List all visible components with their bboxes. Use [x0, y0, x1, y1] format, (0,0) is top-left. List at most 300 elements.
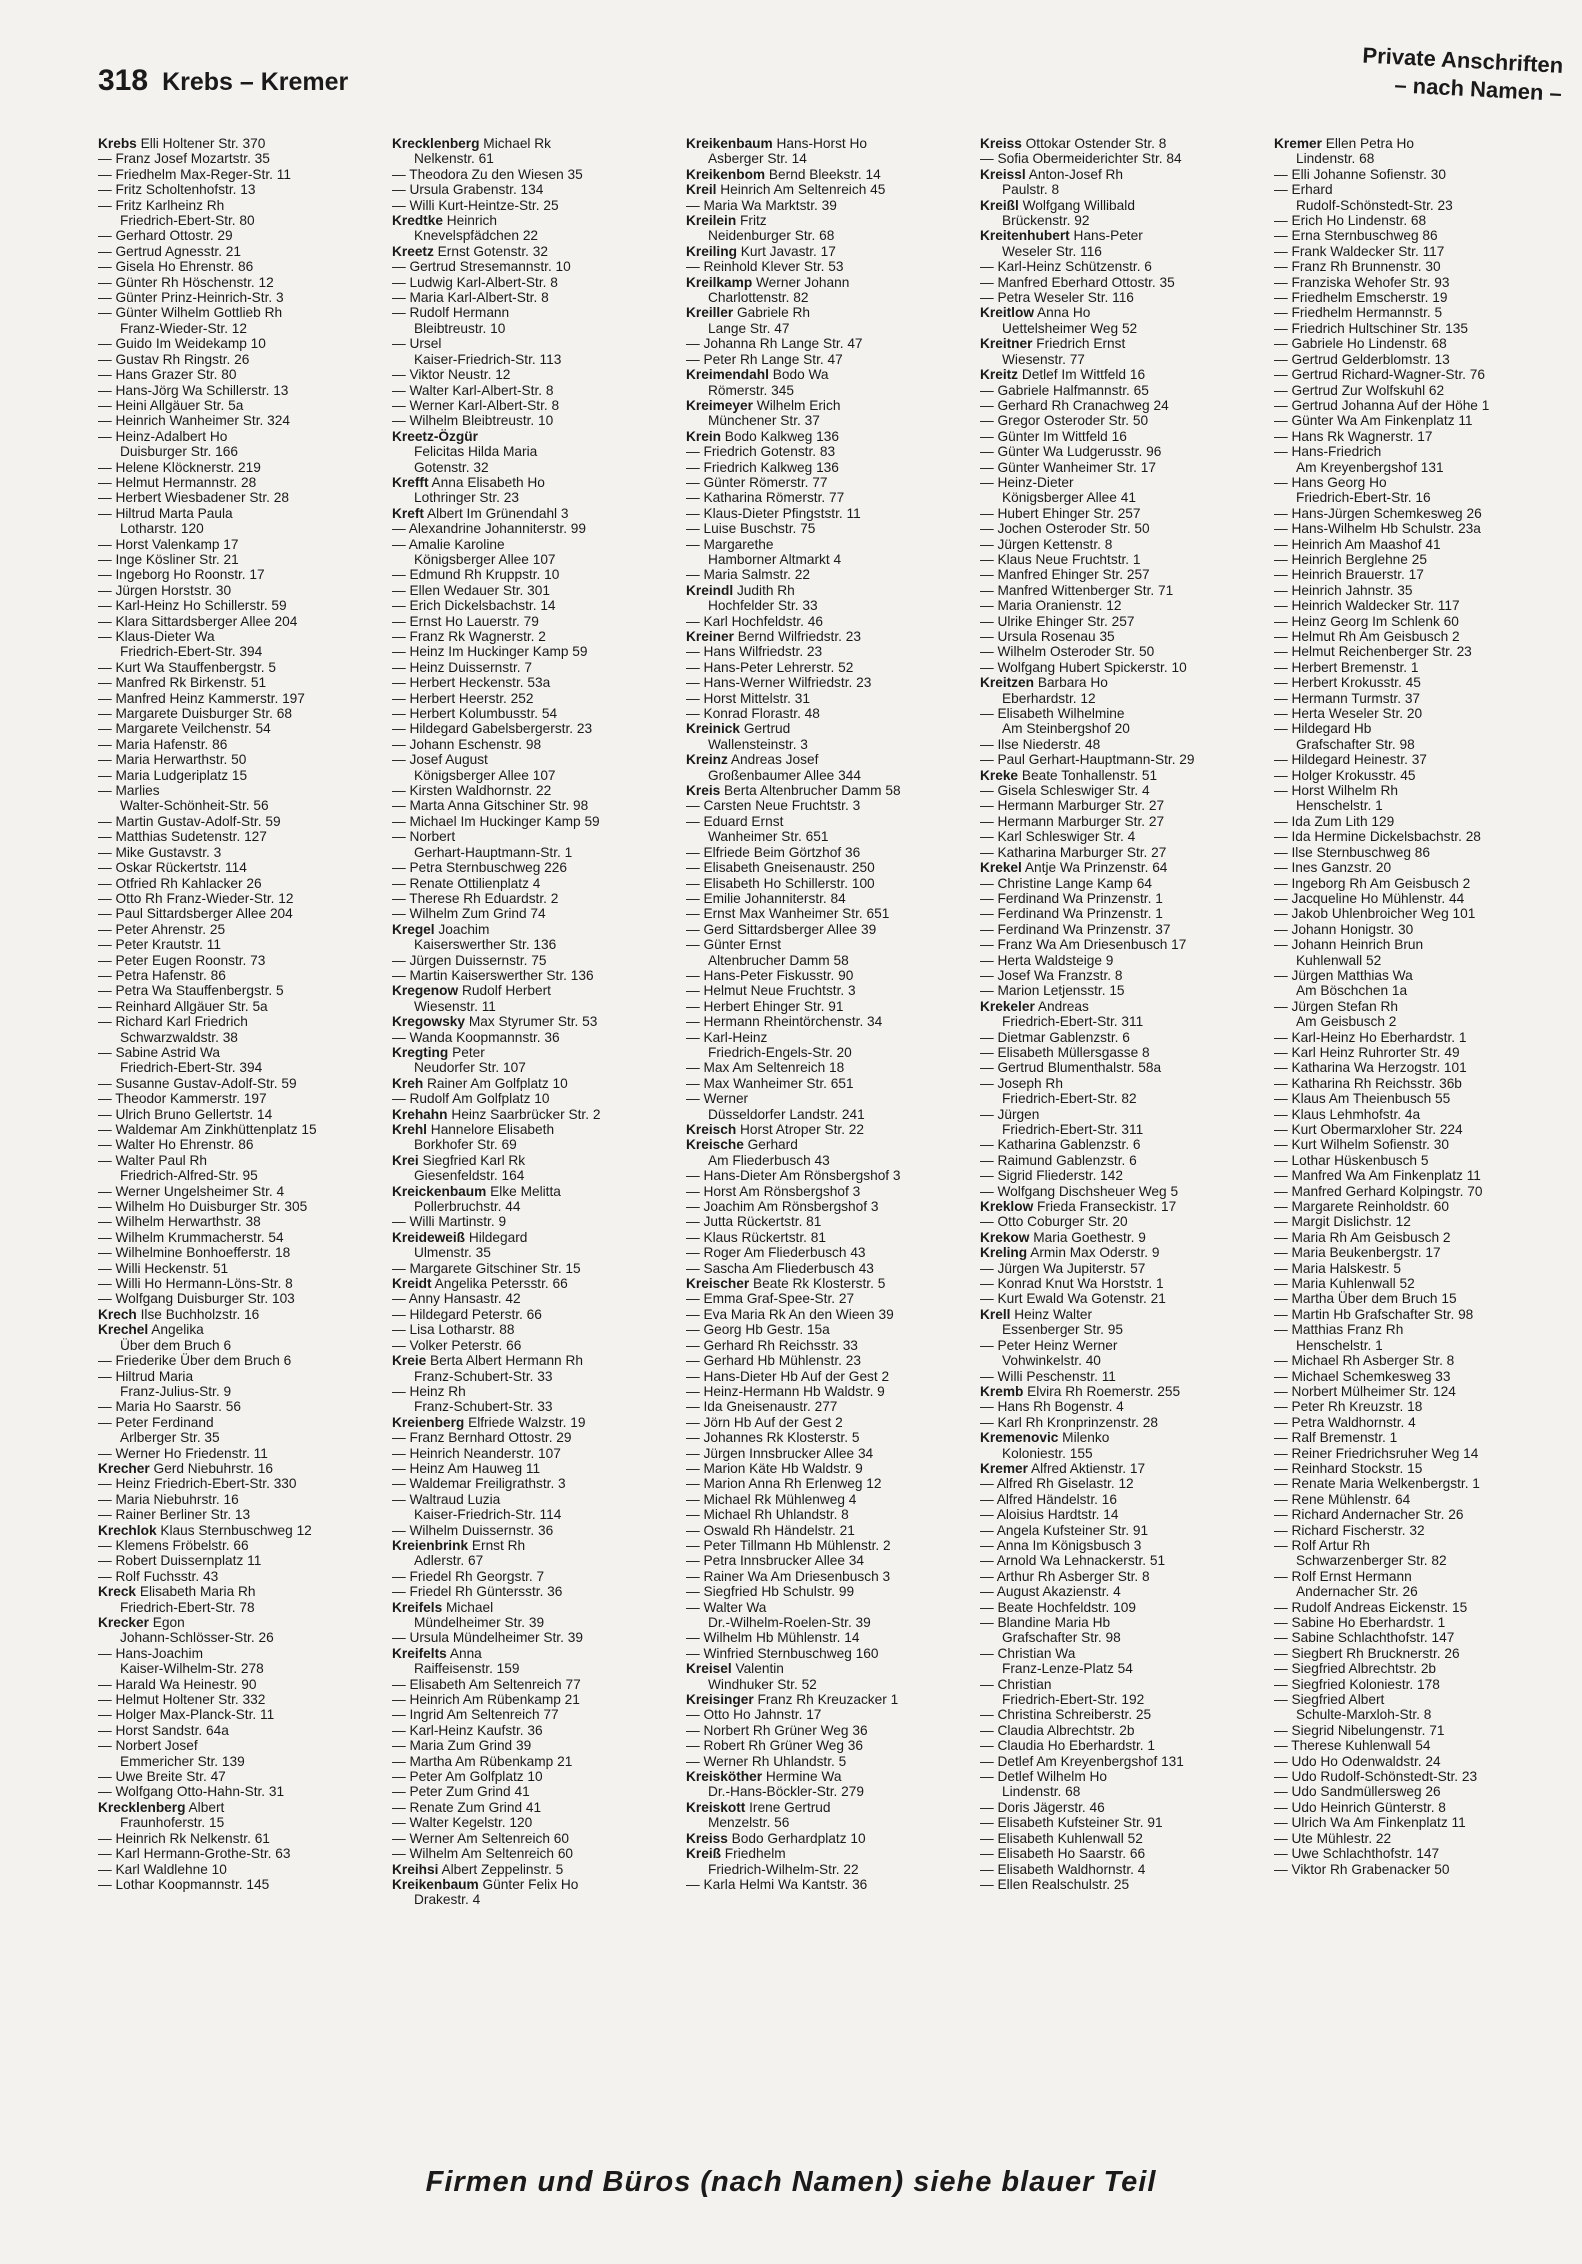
directory-entry: — Viktor Rh Grabenacker 50 — [1274, 1861, 1450, 1877]
directory-entry: Kregowsky Max Styrumer Str. 53 — [392, 1014, 598, 1030]
directory-entry: — Margit Dislichstr. 12 — [1274, 1214, 1411, 1230]
directory-entry: — Klaus Lehmhofstr. 4a — [1274, 1106, 1421, 1122]
directory-entry: — Maria Halskestr. 5 — [1274, 1260, 1402, 1276]
directory-entry: — Siegfried Koloniestr. 178 — [1274, 1676, 1440, 1692]
directory-entry: Lindenstr. 68 — [1002, 1784, 1081, 1800]
directory-entry: — Erna Sternbuschweg 86 — [1274, 228, 1438, 244]
directory-entry: — Rainer Berliner Str. 13 — [98, 1507, 251, 1523]
directory-entry: Kreinick Gertrud — [686, 721, 791, 737]
directory-entry: Friedrich-Ebert-Str. 394 — [120, 1060, 263, 1076]
directory-entry: — Katharina Rh Reichsstr. 36b — [1274, 1075, 1462, 1091]
directory-entry: Kreische Gerhard — [686, 1137, 798, 1153]
directory-entry: — Maria Ludgeriplatz 15 — [98, 767, 248, 783]
directory-entry: Kreimeyer Wilhelm Erich — [686, 397, 841, 413]
directory-entry: — Manfred Ehinger Str. 257 — [980, 567, 1150, 583]
directory-entry: Krell Heinz Walter — [980, 1306, 1093, 1322]
directory-entry: Kreienbrink Ernst Rh — [392, 1537, 526, 1553]
directory-entry: — Jakob Uhlenbroicher Weg 101 — [1274, 906, 1476, 922]
directory-entry: Windhuker Str. 52 — [708, 1676, 817, 1692]
directory-entry: — Karl Hermann-Grothe-Str. 63 — [98, 1846, 291, 1862]
directory-entry: — Petra Weseler Str. 116 — [980, 290, 1134, 306]
directory-entry: — Kurt Ewald Wa Gotenstr. 21 — [980, 1291, 1166, 1307]
directory-entry: Kredtke Heinrich — [392, 213, 497, 229]
directory-entry: Krein Bodo Kalkweg 136 — [686, 428, 839, 444]
directory-entry: — Horst Mittelstr. 31 — [686, 690, 810, 706]
directory-entry: — Friedrich Gotenstr. 83 — [686, 444, 836, 460]
directory-entry: — Jörn Hb Auf der Gest 2 — [686, 1414, 843, 1430]
directory-entry: — Petra Innsbrucker Allee 34 — [686, 1553, 865, 1569]
directory-entry: Brückenstr. 92 — [1002, 213, 1090, 229]
directory-entry: — Heinrich Brauerstr. 17 — [1274, 567, 1424, 583]
directory-entry: — Karl-Heinz Kaufstr. 36 — [392, 1722, 543, 1738]
directory-entry: — Peter Am Golfplatz 10 — [392, 1769, 543, 1785]
directory-entry: — Robert Duissernplatz 11 — [98, 1553, 262, 1569]
directory-entry: Kreiss Bodo Gerhardplatz 10 — [686, 1830, 866, 1846]
page-number: 318 — [98, 64, 149, 97]
directory-entry: — Helmut Holtener Str. 332 — [98, 1692, 266, 1708]
directory-entry: — Herbert Wiesbadener Str. 28 — [98, 490, 289, 506]
directory-entry: — Gertrud Johanna Auf der Höhe 1 — [1274, 397, 1490, 413]
directory-entry: — Wilhelm Duissernstr. 36 — [392, 1522, 554, 1538]
directory-entry: — Gerhard Ottostr. 29 — [98, 228, 233, 244]
directory-entry: — Karl-Heinz Ho Eberhardstr. 1 — [1274, 1029, 1467, 1045]
directory-entry: — Jürgen Duissernstr. 75 — [392, 952, 547, 968]
directory-entry: — Hans Georg Ho — [1274, 474, 1387, 490]
directory-entry: — Ingeborg Ho Roonstr. 17 — [98, 567, 265, 583]
footer-note: Firmen und Büros (nach Namen) siehe blauer Teil — [425, 2166, 1157, 2198]
directory-entry: — Peter Rh Lange Str. 47 — [686, 351, 843, 367]
directory-entry: Kreifelts Anna — [392, 1645, 482, 1661]
directory-entry: — Wilhelm Herwarthstr. 38 — [98, 1214, 261, 1230]
directory-entry: — Hildegard Peterstr. 66 — [392, 1306, 542, 1322]
directory-entry: — Klaus-Dieter Pfingststr. 11 — [686, 505, 861, 521]
directory-entry: — Rudolf Hermann — [392, 305, 510, 321]
directory-entry: — Petra Hafenstr. 86 — [98, 967, 226, 983]
directory-entry: — Wolfgang Dischsheuer Weg 5 — [980, 1183, 1179, 1199]
directory-entry: Dr.-Wilhelm-Roelen-Str. 39 — [708, 1615, 871, 1630]
directory-entry: — Heinrich Berglehne 25 — [1274, 551, 1427, 567]
directory-entry: Lotharstr. 120 — [120, 521, 204, 537]
directory-entry: — Karl Hochfeldstr. 46 — [686, 613, 823, 629]
directory-entry: — Emilie Johanniterstr. 84 — [686, 890, 846, 906]
directory-entry: Krebs Elli Holtener Str. 370 — [98, 136, 266, 151]
directory-entry: — Karl-Heinz — [686, 1029, 768, 1045]
directory-entry: — Walter Karl-Albert-Str. 8 — [392, 382, 554, 398]
directory-entry: Friedrich-Ebert-Str. 80 — [120, 213, 255, 229]
directory-entry: — Friedhelm Max-Reger-Str. 11 — [98, 166, 291, 182]
directory-entry: — Ingeborg Rh Am Geisbusch 2 — [1274, 875, 1471, 891]
directory-entry: — Rainer Wa Am Driesenbusch 3 — [686, 1568, 891, 1584]
directory-entry: — Richard Andernacher Str. 26 — [1274, 1507, 1464, 1523]
directory-entry: Koloniestr. 155 — [1002, 1445, 1093, 1461]
directory-entry: Friedrich-Ebert-Str. 311 — [1002, 1014, 1144, 1030]
directory-entry: — Fritz Karlheinz Rh — [98, 197, 225, 213]
directory-entry: Charlottenstr. 82 — [708, 290, 809, 306]
directory-entry: — Walter Kegelstr. 120 — [392, 1815, 533, 1831]
directory-entry: — Hermann Marburger Str. 27 — [980, 813, 1165, 829]
directory-entry: Kreie Berta Albert Hermann Rh — [392, 1353, 583, 1369]
directory-entry: — Ilse Sternbuschweg 86 — [1274, 844, 1430, 860]
directory-entry: — Gabriele Ho Lindenstr. 68 — [1274, 336, 1447, 352]
directory-entry: Friedrich-Wilhelm-Str. 22 — [708, 1861, 859, 1877]
directory-entry: — Heini Allgäuer Str. 5a — [98, 397, 244, 413]
directory-entry: — Ursel — [392, 336, 442, 352]
directory-entry: Krech Ilse Buchholzstr. 16 — [98, 1306, 260, 1322]
directory-entry: — Elisabeth Müllersgasse 8 — [980, 1044, 1150, 1060]
directory-entry: — Ursula Rosenau 35 — [980, 629, 1115, 644]
directory-entry: Kreimendahl Bodo Wa — [686, 367, 829, 383]
directory-entry: — Ellen Wedauer Str. 301 — [392, 582, 551, 598]
directory-entry: — Konrad Knut Wa Horststr. 1 — [980, 1276, 1164, 1292]
directory-entry: — Waltraud Luzia — [392, 1491, 501, 1507]
directory-entry: Franz-Julius-Str. 9 — [120, 1383, 232, 1399]
directory-entry: Friedrich-Ebert-Str. 192 — [1002, 1692, 1145, 1708]
directory-entry: — Doris Jägerstr. 46 — [980, 1799, 1105, 1815]
directory-entry: — Alfred Rh Giselastr. 12 — [980, 1476, 1134, 1492]
directory-entry: Krefft Anna Elisabeth Ho — [392, 474, 545, 490]
directory-entry: Neidenburger Str. 68 — [708, 228, 835, 244]
directory-entry: — Friedhelm Emscherstr. 19 — [1274, 290, 1448, 306]
directory-entry: — Elisabeth Am Seltenreich 77 — [392, 1676, 581, 1692]
directory-entry: — Wolfgang Otto-Hahn-Str. 31 — [98, 1784, 285, 1800]
directory-entry: Kreisköther Hermine Wa — [686, 1769, 842, 1785]
directory-entry: — Reinhard Stockstr. 15 — [1274, 1460, 1423, 1476]
directory-entry: Wanheimer Str. 651 — [708, 829, 829, 845]
directory-entry: Bleibtreustr. 10 — [414, 320, 506, 336]
directory-entry: — Katharina Gablenzstr. 6 — [980, 1137, 1141, 1153]
directory-entry: — Holger Krokusstr. 45 — [1274, 767, 1416, 783]
directory-entry: — Günter Im Wittfeld 16 — [980, 428, 1127, 444]
directory-entry: — Hans-Friedrich — [1274, 444, 1382, 460]
directory-entry: — Gerd Sittardsberger Allee 39 — [686, 921, 877, 937]
directory-entry: — Heinz Georg Im Schlenk 60 — [1274, 613, 1459, 629]
directory-entry: — Wilhelm Ho Duisburger Str. 305 — [98, 1199, 308, 1215]
directory-entry: — Arnold Wa Lehnackerstr. 51 — [980, 1553, 1166, 1569]
directory-entry: — Udo Sandmüllersweg 26 — [1274, 1784, 1441, 1800]
directory-entry: Kreihsi Albert Zeppelinstr. 5 — [392, 1861, 564, 1877]
directory-entry: — Lisa Lotharstr. 88 — [392, 1322, 515, 1338]
directory-entry: — Wanda Koopmannstr. 36 — [392, 1029, 560, 1045]
directory-entry: — Siegfried Hb Schulstr. 99 — [686, 1584, 855, 1600]
directory-entry: — Manfred Rk Birkenstr. 51 — [98, 675, 267, 691]
directory-entry: Kremer Alfred Aktienstr. 17 — [980, 1460, 1146, 1476]
directory-entry: — Willi Ho Hermann-Löns-Str. 8 — [98, 1276, 293, 1292]
directory-entry: — Maria Herwarthstr. 50 — [98, 752, 247, 768]
directory-entry: — Reiner Friedrichsruher Weg 14 — [1274, 1445, 1479, 1461]
directory-entry: — Werner — [686, 1091, 749, 1107]
directory-entry: — Maria Ho Saarstr. 56 — [98, 1399, 242, 1415]
directory-entry: — Uwe Breite Str. 47 — [98, 1769, 226, 1785]
directory-entry: Johann-Schlösser-Str. 26 — [120, 1630, 274, 1646]
directory-entry: — Horst Wilhelm Rh — [1274, 783, 1398, 799]
directory-entry: — Ellen Realschulstr. 25 — [980, 1876, 1130, 1892]
directory-entry: Kregel Joachim — [392, 921, 490, 937]
directory-entry: Felicitas Hilda Maria — [414, 444, 538, 460]
directory-entry: — Gertrud Blumenthalstr. 58a — [980, 1060, 1162, 1076]
directory-entry: — Max Am Seltenreich 18 — [686, 1060, 845, 1076]
directory-entry: — Manfred Eberhard Ottostr. 35 — [980, 274, 1175, 290]
directory-entry: — Klara Sittardsberger Allee 204 — [98, 613, 298, 629]
directory-entry: Wiesenstr. 77 — [1002, 351, 1085, 367]
directory-entry: — Peter Ferdinand — [98, 1414, 214, 1430]
directory-entry: Kaiserswerther Str. 136 — [414, 937, 557, 953]
directory-entry: — Franz Wa Am Driesenbusch 17 — [980, 937, 1187, 953]
directory-entry: — Horst Sandstr. 64a — [98, 1722, 229, 1738]
directory-entry: — Dietmar Gablenzstr. 6 — [980, 1029, 1130, 1045]
directory-entry: Kreienberg Elfriede Walzstr. 19 — [392, 1414, 586, 1430]
directory-entry: — Petra Wa Stauffenbergstr. 5 — [98, 983, 284, 999]
directory-entry: Kreft Albert Im Grünendahl 3 — [392, 505, 569, 521]
directory-entry: — Michael Rh Uhlandstr. 8 — [686, 1507, 849, 1523]
directory-entry: — Therese Rh Eduardstr. 2 — [392, 890, 559, 906]
header-left — [98, 64, 348, 98]
directory-entry: — Sascha Am Fliederbusch 43 — [686, 1260, 874, 1276]
directory-entry: Gerhart-Hauptmann-Str. 1 — [414, 844, 573, 860]
directory-entry: — Heinz-Adalbert Ho — [98, 428, 228, 444]
directory-entry: — Gabriele Halfmannstr. 65 — [980, 382, 1149, 398]
directory-entry: — Heinz Rh — [392, 1383, 466, 1399]
directory-entry: Kreindl Judith Rh — [686, 582, 795, 598]
directory-entry: — Herta Weseler Str. 20 — [1274, 706, 1423, 722]
directory-entry: Nelkenstr. 61 — [414, 151, 494, 167]
directory-entry: — Hans-Peter Lehrerstr. 52 — [686, 659, 854, 675]
directory-entry: — Waldemar Am Zinkhüttenplatz 15 — [98, 1122, 317, 1137]
directory-entry: Pollerbruchstr. 44 — [414, 1199, 521, 1215]
directory-entry: — Klaus-Dieter Wa — [98, 629, 215, 644]
directory-entry: — Christian Wa — [980, 1645, 1076, 1661]
directory-entry: — Ralf Bremenstr. 1 — [1274, 1430, 1398, 1446]
directory-entry: — Werner Ungelsheimer Str. 4 — [98, 1183, 285, 1199]
directory-entry: Über dem Bruch 6 — [120, 1337, 232, 1353]
directory-entry: — Elisabeth Gneisenaustr. 250 — [686, 860, 875, 876]
directory-entry: — Friedhelm Hermannstr. 5 — [1274, 305, 1443, 321]
directory-entry: Mündelheimer Str. 39 — [414, 1615, 545, 1630]
directory-entry: — Ferdinand Wa Prinzenstr. 1 — [980, 906, 1163, 922]
directory-entry: — Sabine Schlachthofstr. 147 — [1274, 1630, 1455, 1646]
directory-entry: — Katharina Marburger Str. 27 — [980, 844, 1167, 860]
directory-entry: — Eduard Ernst — [686, 813, 784, 829]
directory-entry: — Günter Wa Am Finkenplatz 11 — [1274, 413, 1473, 429]
directory-entry: Kreitlow Anna Ho — [980, 305, 1091, 321]
directory-entry: — Roger Am Fliederbusch 43 — [686, 1245, 866, 1261]
directory-entry: — Oskar Rückertstr. 114 — [98, 860, 247, 876]
directory-entry: — Michael Rh Asberger Str. 8 — [1274, 1353, 1455, 1369]
directory-column-1 — [98, 136, 384, 2156]
directory-entry: — Marta Anna Gitschiner Str. 98 — [392, 798, 589, 814]
directory-entry: — Johann Honigstr. 30 — [1274, 921, 1414, 937]
directory-entry: — Maria Hafenstr. 86 — [98, 736, 228, 752]
directory-entry: Krecher Gerd Niebuhrstr. 16 — [98, 1460, 273, 1476]
directory-entry: Adlerstr. 67 — [414, 1553, 484, 1569]
directory-entry: Franz-Schubert-Str. 33 — [414, 1368, 553, 1384]
directory-entry: — Michael Rk Mühlenweg 4 — [686, 1491, 857, 1507]
directory-entry: — Johann Heinrich Brun — [1274, 937, 1424, 953]
directory-entry: — Marlies — [98, 783, 160, 799]
directory-entry: Kreifels Michael — [392, 1599, 494, 1615]
directory-entry: — Marion Letjensstr. 15 — [980, 983, 1125, 999]
directory-entry: — Herta Waldsteige 9 — [980, 952, 1114, 968]
directory-entry: — Sofia Obermeiderichter Str. 84 — [980, 151, 1182, 167]
directory-entry: — Hermann Rheintörchenstr. 34 — [686, 1014, 883, 1030]
directory-entry: — Elisabeth Ho Schillerstr. 100 — [686, 875, 875, 891]
directory-entry: — Viktor Neustr. 12 — [392, 367, 511, 383]
directory-column-2 — [392, 136, 678, 2156]
directory-entry: — Rudolf Am Golfplatz 10 — [392, 1091, 550, 1107]
directory-entry: — Ferdinand Wa Prinzenstr. 1 — [980, 890, 1163, 906]
directory-entry: — Robert Rh Grüner Weg 36 — [686, 1738, 864, 1754]
directory-entry: — Josef August — [392, 752, 488, 768]
directory-entry: — Norbert Josef — [98, 1738, 198, 1754]
directory-entry: — Hans-Jörg Wa Schillerstr. 13 — [98, 382, 289, 398]
directory-entry: — Elisabeth Waldhornstr. 4 — [980, 1861, 1146, 1877]
directory-entry: — Gertrud Stresemannstr. 10 — [392, 259, 571, 275]
directory-entry: — Ulrike Ehinger Str. 257 — [980, 613, 1135, 629]
directory-entry: — Maria Wa Marktstr. 39 — [686, 197, 837, 213]
directory-entry: Kremenovic Milenko — [980, 1430, 1110, 1446]
directory-entry: — Günter Rh Höschenstr. 12 — [98, 274, 274, 290]
directory-entry: Friedrich-Ebert-Str. 16 — [1296, 490, 1431, 506]
directory-entry: — Max Wanheimer Str. 651 — [686, 1075, 854, 1091]
section-heading — [1360, 41, 1564, 107]
directory-entry: Kreisinger Franz Rh Kreuzacker 1 — [686, 1692, 899, 1708]
directory-entry: — Mike Gustavstr. 3 — [98, 844, 222, 860]
directory-entry: — Heinz-Dieter — [980, 474, 1074, 490]
directory-entry: Kreissl Anton-Josef Rh — [980, 166, 1124, 182]
directory-entry: Asberger Str. 14 — [708, 151, 807, 167]
directory-entry: — Hans-Dieter Hb Auf der Gest 2 — [686, 1368, 890, 1384]
directory-entry: — Hiltrud Marta Paula — [98, 505, 233, 521]
directory-entry: Wallensteinstr. 3 — [708, 736, 808, 752]
directory-entry: — Franz Bernhard Ottostr. 29 — [392, 1430, 572, 1446]
directory-entry: — Günter Prinz-Heinrich-Str. 3 — [98, 290, 284, 306]
directory-entry: — Heinrich Neanderstr. 107 — [392, 1445, 561, 1461]
directory-entry: Kreiller Gabriele Rh — [686, 305, 811, 321]
directory-entry: — Elisabeth Ho Saarstr. 66 — [980, 1846, 1146, 1862]
directory-entry: Lindenstr. 68 — [1296, 151, 1375, 167]
directory-entry: — Wilhelm Hb Mühlenstr. 14 — [686, 1630, 860, 1646]
directory-entry: Kremb Elvira Rh Roemerstr. 255 — [980, 1383, 1181, 1399]
directory-entry: — Heinrich Am Rübenkamp 21 — [392, 1692, 580, 1708]
directory-entry: — Hubert Ehinger Str. 257 — [980, 505, 1141, 521]
directory-entry: — Martha Über dem Bruch 15 — [1274, 1291, 1457, 1307]
section-heading-line-1: Private Anschriften — [1361, 42, 1564, 78]
directory-entry: Schulte-Marxloh-Str. 8 — [1296, 1707, 1432, 1723]
directory-entry: Kreisch Horst Atroper Str. 22 — [686, 1122, 865, 1137]
directory-entry: — Maria Salmstr. 22 — [686, 567, 810, 583]
directory-entry: Krekow Maria Goethestr. 9 — [980, 1229, 1146, 1245]
directory-entry: — Helmut Hermannstr. 28 — [98, 474, 257, 490]
directory-entry: — Renate Maria Welkenbergstr. 1 — [1274, 1476, 1480, 1492]
directory-entry: — Siegrid Nibelungenstr. 71 — [1274, 1722, 1445, 1738]
directory-entry: — Richard Fischerstr. 32 — [1274, 1522, 1425, 1538]
directory-entry: Am Geisbusch 2 — [1296, 1014, 1397, 1030]
directory-entry: — Manfred Wittenberger Str. 71 — [980, 582, 1174, 598]
directory-entry: — Ferdinand Wa Prinzenstr. 37 — [980, 921, 1171, 937]
directory-entry: Krecker Egon — [98, 1615, 185, 1630]
directory-entry: — Michael Im Huckinger Kamp 59 — [392, 813, 600, 829]
directory-entry: Paulstr. 8 — [1002, 182, 1060, 198]
directory-entry: — Siegbert Rh Brucknerstr. 26 — [1274, 1645, 1460, 1661]
directory-column-3 — [686, 136, 972, 2156]
directory-entry: — Beate Hochfeldstr. 109 — [980, 1599, 1136, 1615]
directory-entry: — Johanna Rh Lange Str. 47 — [686, 336, 863, 352]
directory-entry: Franz-Lenze-Platz 54 — [1002, 1661, 1133, 1677]
directory-entry: Eberhardstr. 12 — [1002, 690, 1096, 706]
directory-entry: — Anna Im Königsbusch 3 — [980, 1537, 1142, 1553]
directory-entry: Kreiskott Irene Gertrud — [686, 1799, 831, 1815]
directory-entry: — Konrad Florastr. 48 — [686, 706, 820, 722]
directory-entry: — Siegfried Albrechtstr. 2b — [1274, 1661, 1437, 1677]
directory-entry: — Heinz Duissernstr. 7 — [392, 659, 532, 675]
directory-entry: — Jürgen Kettenstr. 8 — [980, 536, 1113, 552]
directory-entry: Kaiser-Wilhelm-Str. 278 — [120, 1661, 264, 1677]
directory-entry: Römerstr. 345 — [708, 382, 794, 398]
directory-entry: — Gisela Ho Ehrenstr. 86 — [98, 259, 254, 275]
directory-entry: — Hans Wilfriedstr. 23 — [686, 644, 823, 660]
directory-entry: — Hans-Werner Wilfriedstr. 23 — [686, 675, 872, 691]
directory-entry: Lothringer Str. 23 — [414, 490, 520, 506]
directory-entry: Friedrich-Ebert-Str. 311 — [1002, 1122, 1144, 1137]
directory-entry: Dr.-Hans-Böckler-Str. 279 — [708, 1784, 864, 1800]
directory-entry: Königsberger Allee 107 — [414, 551, 556, 567]
directory-entry: Kaiser-Friedrich-Str. 114 — [414, 1507, 562, 1523]
directory-entry: — Herbert Bremenstr. 1 — [1274, 659, 1419, 675]
directory-entry: — Hermann Marburger Str. 27 — [980, 798, 1165, 814]
directory-entry: — Günter Ernst — [686, 937, 782, 953]
directory-entry: Giesenfeldstr. 164 — [414, 1168, 525, 1184]
directory-entry: Franz-Schubert-Str. 33 — [414, 1399, 553, 1415]
directory-entry: — Hans-Dieter Am Rönsbergshof 3 — [686, 1168, 901, 1184]
directory-entry: — Winfried Sternbuschweg 160 — [686, 1645, 879, 1661]
directory-entry: — Heinrich Rk Nelkenstr. 61 — [98, 1830, 270, 1846]
directory-entry: Rudolf-Schönstedt-Str. 23 — [1296, 197, 1453, 213]
directory-entry: — Friedrich Kalkweg 136 — [686, 459, 839, 475]
directory-entry: Kreklow Frieda Franseckistr. 17 — [980, 1199, 1177, 1215]
directory-entry: — Norbert Mülheimer Str. 124 — [1274, 1383, 1456, 1399]
directory-entry: — Wilhelm Bleibtreustr. 10 — [392, 413, 554, 429]
directory-entry: Schwarzenberger Str. 82 — [1296, 1553, 1447, 1569]
directory-entry: — Raimund Gablenzstr. 6 — [980, 1152, 1137, 1168]
directory-entry: — Gregor Osteroder Str. 50 — [980, 413, 1149, 429]
directory-entry: — Peter Zum Grind 41 — [392, 1784, 530, 1800]
directory-entry: Kreiling Kurt Javastr. 17 — [686, 243, 836, 259]
directory-entry: Kreil Heinrich Am Seltenreich 45 — [686, 182, 886, 198]
directory-entry: — Inge Kösliner Str. 21 — [98, 551, 239, 567]
directory-entry: — Norbert Rh Grüner Weg 36 — [686, 1722, 868, 1738]
page-title: Krebs – Kremer — [162, 68, 349, 96]
directory-entry: — Horst Valenkamp 17 — [98, 536, 239, 552]
directory-entry: — Friedel Rh Güntersstr. 36 — [392, 1584, 563, 1600]
directory-entry: — Hans-Peter Fiskusstr. 90 — [686, 967, 854, 983]
directory-entry: — Rudolf Andreas Eickenstr. 15 — [1274, 1599, 1468, 1615]
directory-entry: — Walter Ho Ehrenstr. 86 — [98, 1137, 254, 1153]
directory-entry: — Hans Rk Wagnerstr. 17 — [1274, 428, 1433, 444]
directory-entry: Kreke Beate Tonhallenstr. 51 — [980, 767, 1158, 783]
directory-entry: Düsseldorfer Landstr. 241 — [708, 1106, 865, 1122]
directory-entry: — Maria Karl-Albert-Str. 8 — [392, 290, 549, 306]
directory-entry: — Ludwig Karl-Albert-Str. 8 — [392, 274, 558, 290]
directory-entry: Henschelstr. 1 — [1296, 1337, 1383, 1353]
directory-entry: — Petra Sternbuschweg 226 — [392, 860, 567, 876]
directory-entry: — Blandine Maria Hb — [980, 1615, 1111, 1630]
directory-entry: — Heinz Im Huckinger Kamp 59 — [392, 644, 588, 660]
directory-entry: — Ingrid Am Seltenreich 77 — [392, 1707, 559, 1723]
directory-entry: — Martin Gustav-Adolf-Str. 59 — [98, 813, 281, 829]
directory-entry: — Ines Ganzstr. 20 — [1274, 860, 1392, 876]
directory-entry: — Renate Ottilienplatz 4 — [392, 875, 541, 891]
directory-entry: Großenbaumer Allee 344 — [708, 767, 861, 783]
directory-entry: — Joseph Rh — [980, 1075, 1063, 1091]
